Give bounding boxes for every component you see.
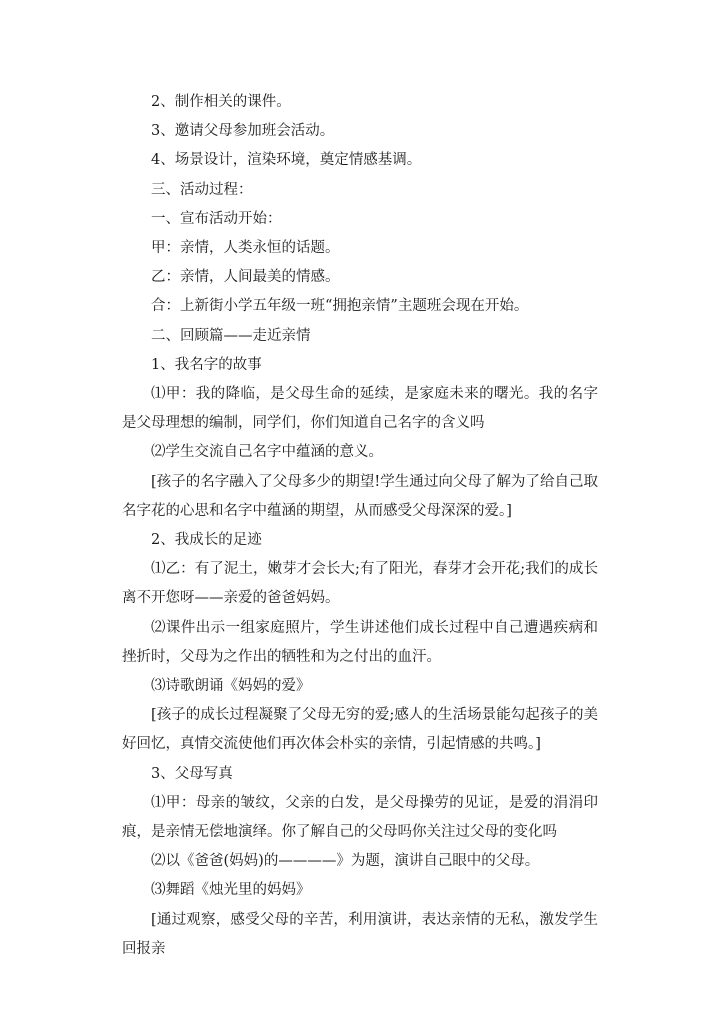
paragraph: 乙：亲情，人间最美的情感。 — [151, 269, 340, 286]
paragraph: ⑵以《爸爸(妈妈)的————》为题，演讲自己眼中的父母。 — [151, 853, 540, 870]
subsection-heading: 2、我成长的足迹 — [151, 532, 262, 549]
section-heading: 三、活动过程： — [151, 181, 253, 198]
paragraph: ⑵学生交流自己名字中蕴涵的意义。 — [151, 444, 383, 461]
document-body — [122, 88, 598, 964]
paragraph: ⑶舞蹈《烛光里的妈妈》 — [151, 882, 311, 899]
paragraph: ⑵课件出示一组家庭照片，学生讲述他们成长过程中自己遭遇疾病和挫折时，父母为之作出的牺牲和为之付出的血汗。 — [122, 619, 598, 665]
section-heading: 二、回顾篇——走近亲情 — [151, 327, 311, 344]
paragraph: 4、场景设计，渲染环境，奠定情感基调。 — [151, 152, 422, 169]
paragraph: 2、制作相关的课件。 — [151, 94, 291, 110]
paragraph: ⑴甲：我的降临，是父母生命的延续，是家庭未来的曙光。我的名字是父母理想的编制，同学们，你们知道自己名字的含义吗 — [122, 386, 598, 432]
commentary-paragraph: [孩子的名字融入了父母多少的期望!学生通过向父母了解为了给自己取名字花的心思和名字中蕴涵的期望，从而感受父母深深的爱。] — [122, 473, 598, 519]
commentary-paragraph: [通过观察，感受父母的辛苦，利用演讲，表达亲情的无私，激发学生回报亲 — [122, 911, 598, 957]
paragraph: 3、邀请父母参加班会活动。 — [151, 123, 335, 140]
subsection-heading: 3、父母写真 — [151, 765, 233, 782]
section-heading: 一、宣布活动开始： — [151, 210, 282, 227]
commentary-paragraph: [孩子的成长过程凝聚了父母无穷的爱;感人的生活场景能勾起孩子的美好回忆，真情交流使他们再次体会朴实的亲情，引起情感的共鸣。] — [122, 707, 598, 753]
paragraph: ⑴乙：有了泥土，嫩芽才会长大;有了阳光，春芽才会开花;我们的成长离不开您呀——亲爱的爸爸妈妈。 — [122, 561, 598, 607]
paragraph: ⑴甲：母亲的皱纹，父亲的白发，是父母操劳的见证，是爱的涓涓印痕，是亲情无偿地演绎。你了解自己的父母吗你关注过父母的变化吗 — [122, 794, 598, 841]
paragraph: 甲：亲情，人类永恒的话题。 — [151, 240, 340, 257]
paragraph: 合：上新街小学五年级一班“拥抱亲情”主题班会现在开始。 — [151, 298, 529, 315]
paragraph: ⑶诗歌朗诵《妈妈的爱》 — [151, 678, 311, 695]
subsection-heading: 1、我名字的故事 — [151, 356, 262, 373]
